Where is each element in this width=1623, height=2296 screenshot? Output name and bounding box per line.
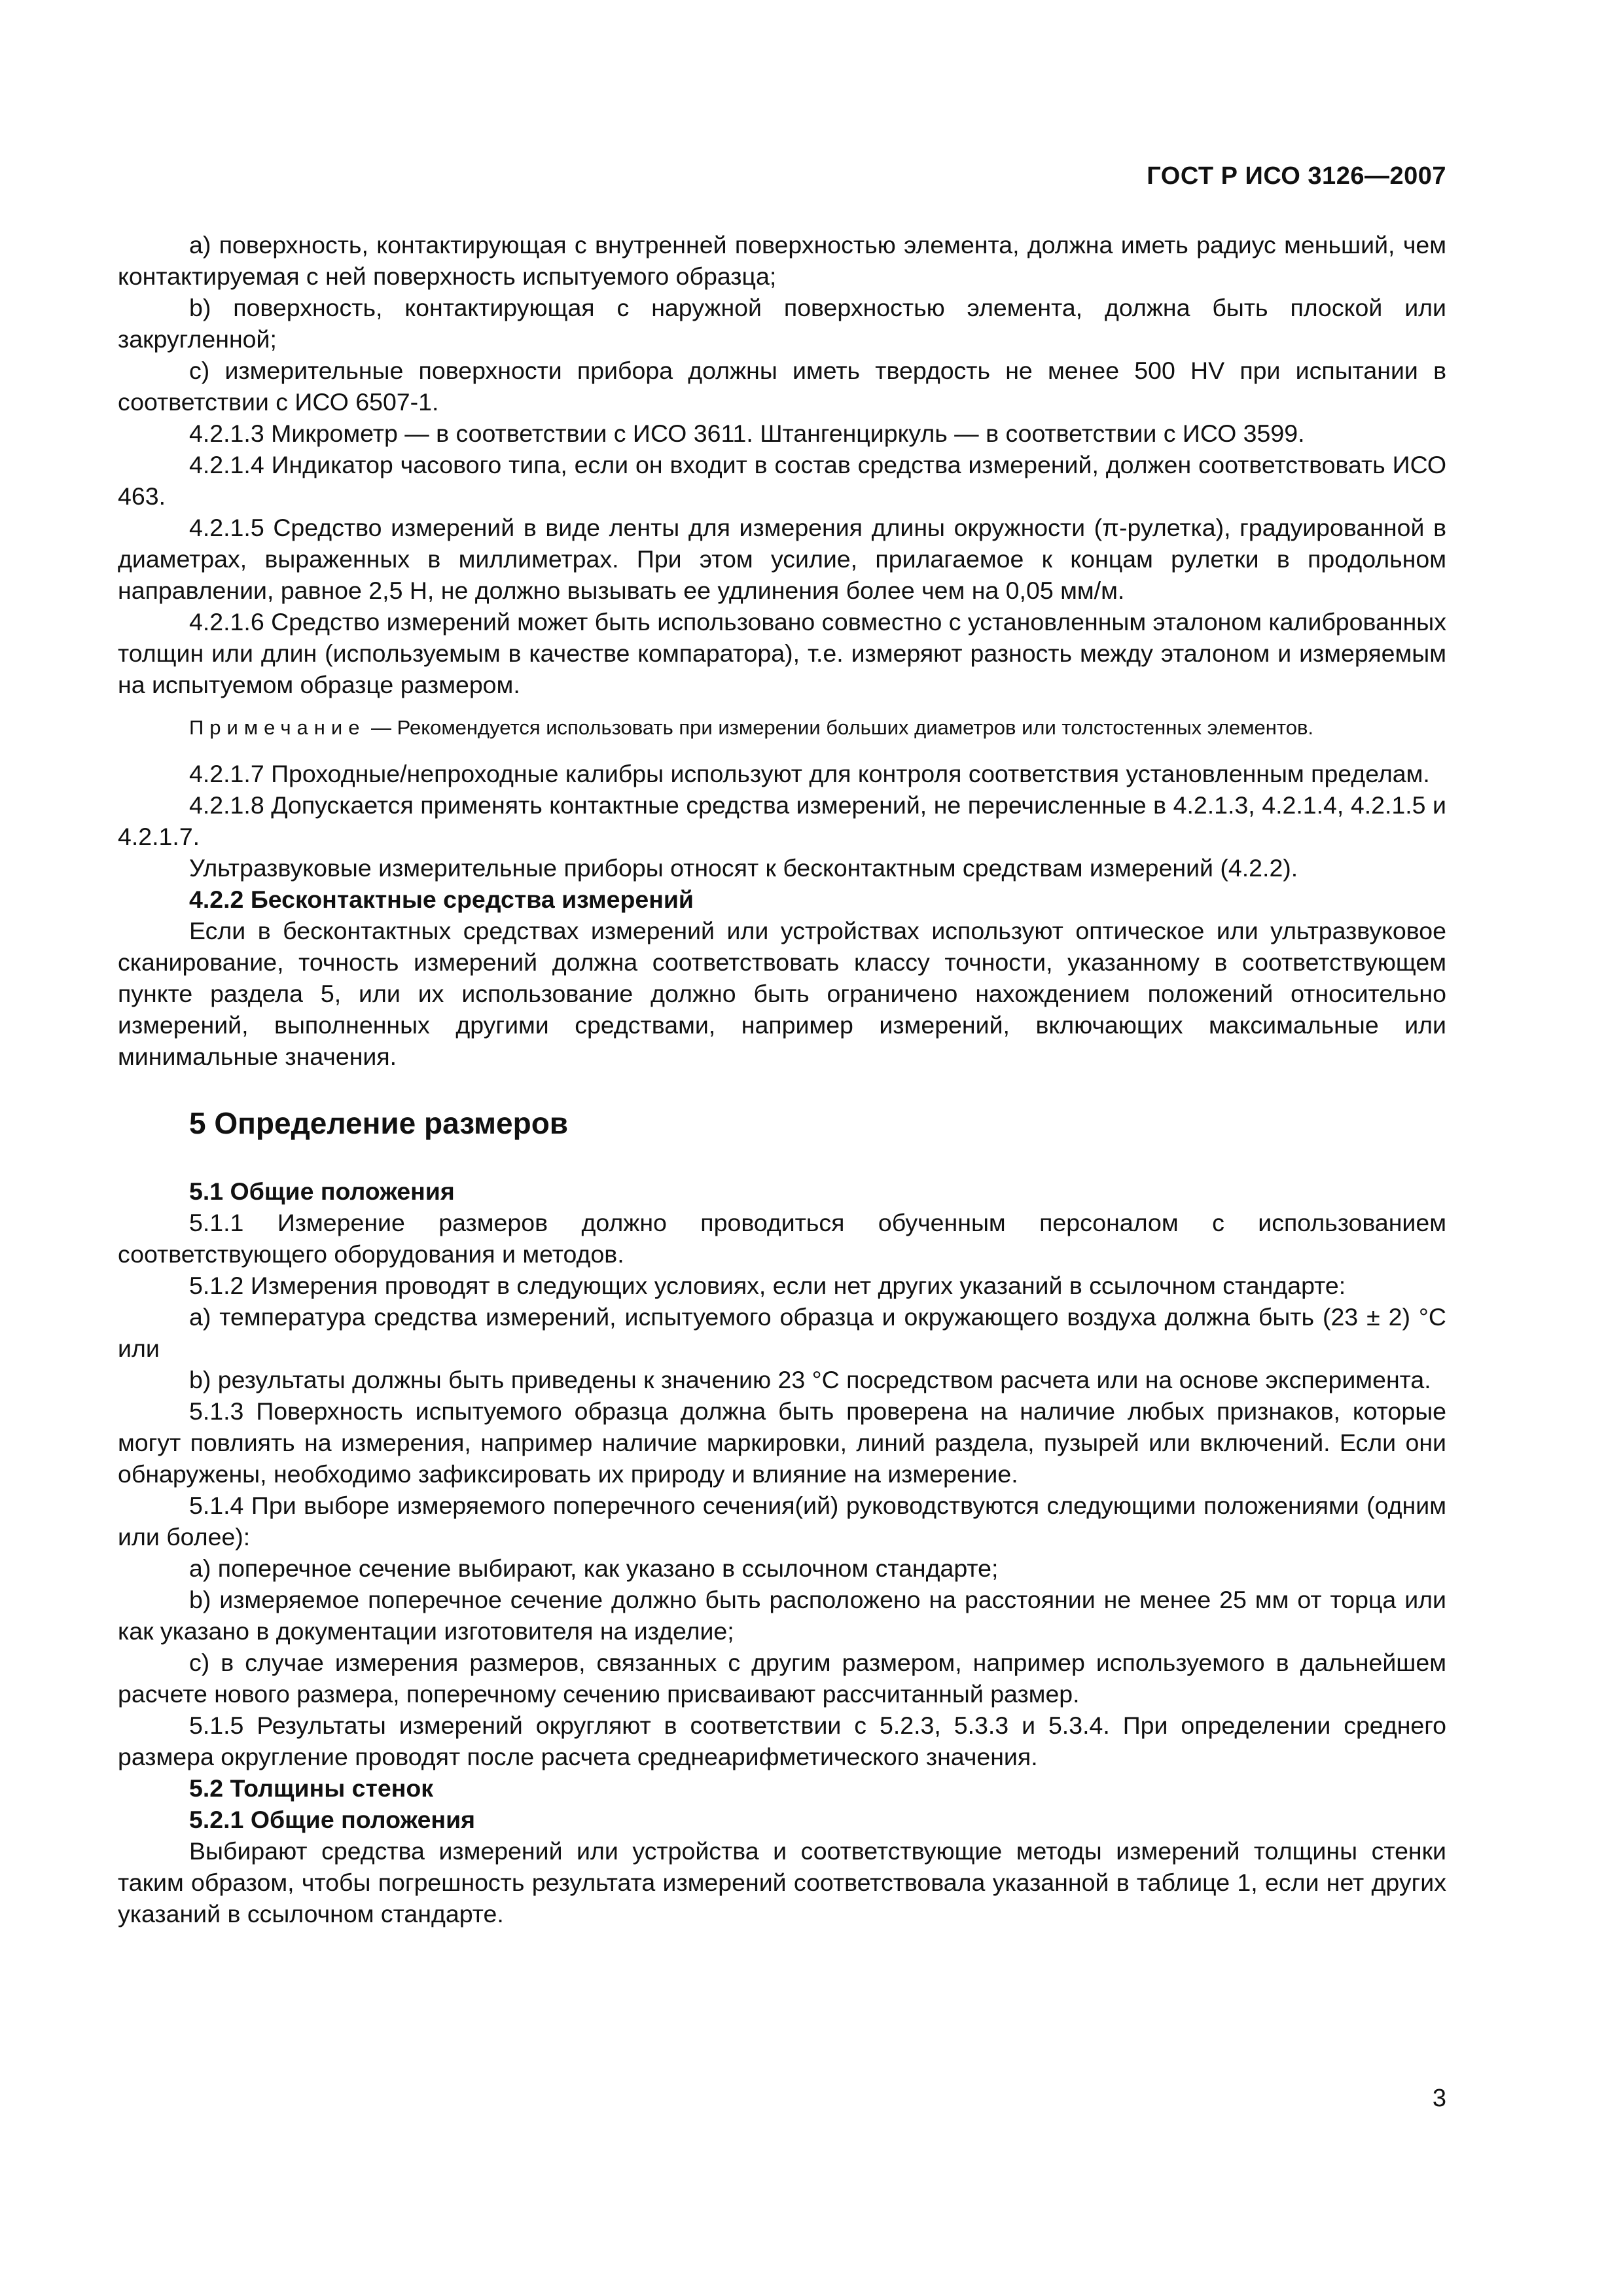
section-heading: 5 Определение размеров [189, 1106, 569, 1140]
subsection-heading: 5.1 Общие положения [189, 1177, 455, 1205]
paragraph: Если в бесконтактных средствах измерений или устройствах используют оптическое или ультразвуковое сканирование, точность измерений должна соответствовать классу точности, указанному в соответствующем пункте раздела 5, или их использование должно быть ограничено нахождением положений относительно измерений, выполненных другими средствами, например измерений, включающих максимальные или минимальные значения. [118, 917, 1446, 1070]
paragraph: 5.1.2 Измерения проводят в следующих условиях, если нет других указаний в ссылочном стандарте: [189, 1272, 1346, 1299]
paragraph: 5.1.1 Измерение размеров должно проводиться обученным персоналом с использованием соответствующего оборудования и методов. [118, 1209, 1446, 1268]
paragraph: Выбирают средства измерений или устройства и соответствующие методы измерений толщины стенки таким образом, чтобы погрешность результата измерений соответствовала указанной в таблице 1, если нет других указаний в ссылочном стандарте. [118, 1837, 1446, 1928]
paragraph: b) результаты должны быть приведены к значению 23 °С посредством расчета или на основе эксперимента. [189, 1366, 1431, 1393]
paragraph: 5.1.4 При выборе измеряемого поперечного сечения(ий) руководствуются следующими положениями (одним или более): [118, 1492, 1446, 1551]
paragraph: с) измерительные поверхности прибора должны иметь твердость не менее 500 HV при испытании в соответствии с ИСО 6507-1. [118, 357, 1446, 416]
subsection-heading: 4.2.2 Бесконтактные средства измерений [189, 886, 694, 913]
paragraph: с) в случае измерения размеров, связанных с другим размером, например используемого в дальнейшем расчете нового размера, поперечному сечению присваивают рассчитанный размер. [118, 1649, 1446, 1708]
paragraph: а) поверхность, контактирующая с внутренней поверхностью элемента, должна иметь радиус меньший, чем контактируемая с ней поверхность испытуемого образца; [118, 231, 1446, 290]
paragraph: b) измеряемое поперечное сечение должно быть расположено на расстоянии не менее 25 мм от торца или как указано в документации изготовителя на изделие; [118, 1586, 1446, 1645]
subsection-heading: 5.2 Толщины стенок [189, 1774, 434, 1802]
paragraph: 5.1.3 Поверхность испытуемого образца должна быть проверена на наличие любых признаков, которые могут повлиять на измерения, например наличие маркировки, линий раздела, пузырей или включений. Если они обнаружены, необходимо зафиксировать их природу и влияние на измерение. [118, 1397, 1446, 1488]
paragraph: 4.2.1.6 Средство измерений может быть использовано совместно с установленным эталоном калиброванных толщин или длин (используемым в качестве компаратора), т.е. измеряют разность между эталоном и измеряемым на испытуемом образце размером. [118, 608, 1446, 698]
paragraph: b) поверхность, контактирующая с наружной поверхностью элемента, должна быть плоской или закругленной; [118, 294, 1446, 353]
document-id-header: ГОСТ Р ИСО 3126—2007 [1147, 162, 1446, 190]
note [118, 715, 1446, 741]
paragraph: а) поперечное сечение выбирают, как указано в ссылочном стандарте; [189, 1554, 999, 1582]
paragraph: Ультразвуковые измерительные приборы относят к бесконтактным средствам измерений (4.2.2). [189, 854, 1298, 882]
subsection-heading: 5.2.1 Общие положения [189, 1806, 476, 1833]
paragraph: 4.2.1.4 Индикатор часового типа, если он входит в состав средства измерений, должен соответствовать ИСО 463. [118, 451, 1446, 510]
paragraph: 4.2.1.8 Допускается применять контактные средства измерений, не перечисленные в 4.2.1.3, 4.2.1.4, 4.2.1.5 и 4.2.1.7. [118, 791, 1446, 850]
paragraph: 4.2.1.3 Микрометр — в соответствии с ИСО 3611. Штангенциркуль — в соответствии с ИСО 3599. [189, 420, 1305, 447]
note-text: — Рекомендуется использовать при измерении больших диаметров или толстостенных элементов. [365, 716, 1314, 739]
paragraph: 5.1.5 Результаты измерений округляют в соответствии с 5.2.3, 5.3.3 и 5.3.4. При определении среднего размера округление проводят после расчета среднеарифметического значения. [118, 1712, 1446, 1770]
paragraph: 4.2.1.5 Средство измерений в виде ленты для измерения длины окружности (π-рулетка), градуированной в диаметрах, выраженных в миллиметрах. При этом усилие, прилагаемое к концам рулетки в продольном направлении, равное 2,5 Н, не должно вызывать ее удлинения более чем на 0,05 мм/м. [118, 514, 1446, 604]
paragraph: а) температура средства измерений, испытуемого образца и окружающего воздуха должна быть (23 ± 2) °С или [118, 1303, 1446, 1362]
page-number: 3 [1432, 2085, 1446, 2112]
page-content [118, 229, 1446, 1929]
note-label: Примечание [189, 716, 366, 739]
paragraph: 4.2.1.7 Проходные/непроходные калибры используют для контроля соответствия установленным пределам. [189, 760, 1430, 787]
